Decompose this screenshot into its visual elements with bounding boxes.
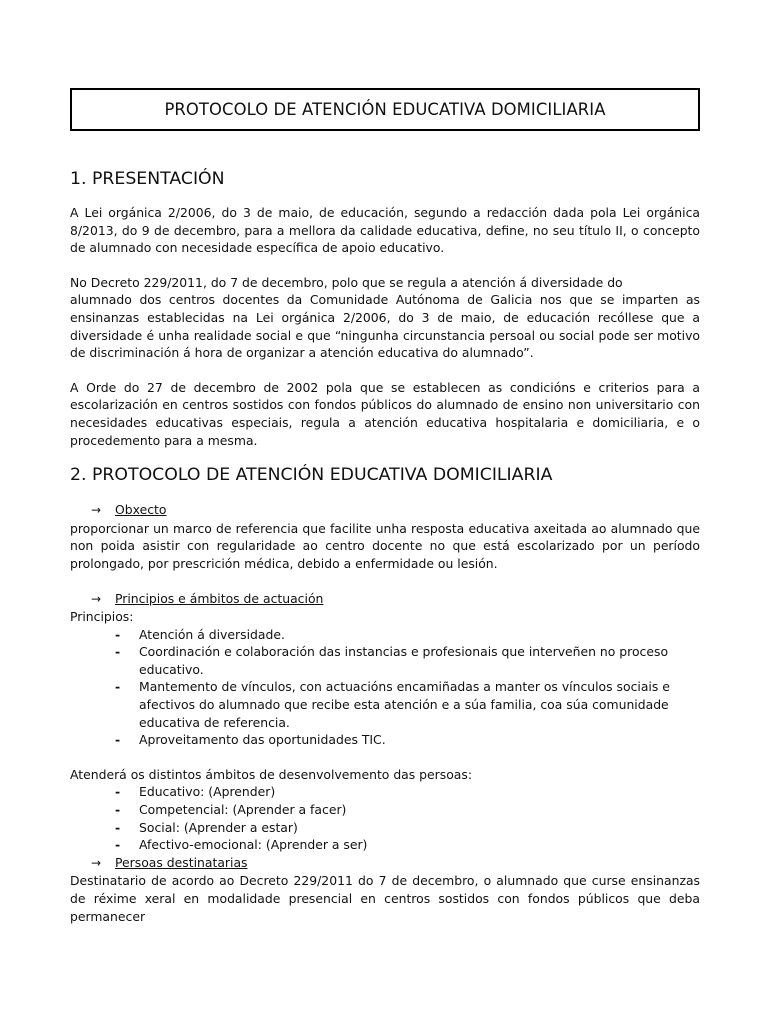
ambitos-intro: Atenderá os distintos ámbitos de desenvolvemento das persoas: — [70, 766, 473, 782]
destinatarias-subheading — [70, 854, 700, 873]
document-title-box — [70, 88, 700, 131]
list-item: - Aproveitamento das oportunidades TIC. — [115, 731, 700, 749]
section-1-paragraph-1: A Lei orgánica 2/2006, do 3 de maio, de educación, segundo a redacción dada pola Lei orgánica 8/2013, do 9 de decembro, para a mellora da calidade educativa, define, no seu título II, o concepto de alumnado con necesidade específica de apoio educativo. — [70, 205, 700, 256]
section-1-paragraph-2 — [70, 274, 700, 362]
list-item: - Afectivo-emocional: (Aprender a ser) — [115, 836, 700, 854]
principios-subheading — [70, 590, 700, 609]
principios-list — [70, 626, 700, 749]
list-item: - Coordinación e colaboración das instancias e profesionais que interveñen no proceso educativo. — [115, 643, 700, 678]
arrow-right-icon: → — [91, 591, 102, 606]
arrow-right-icon: → — [91, 855, 102, 870]
list-item: - Atención á diversidade. — [115, 626, 700, 644]
list-item: - Competencial: (Aprender a facer) — [115, 801, 700, 819]
document-title: PROTOCOLO DE ATENCIÓN EDUCATIVA DOMICILIARIA — [164, 99, 606, 119]
obxecto-text: proporcionar un marco de referencia que facilite unha resposta educativa axeitada ao alumnado que non poida asistir con regularidade ao centro docente no que está escolarizado por un período prolongado, por prescrición médica, debido a enfermidade ou lesión. — [70, 520, 700, 571]
paragraph-2-first-line: No Decreto 229/2011, do 7 de decembro, polo que se regula a atención á diversidade do — [70, 274, 623, 290]
ambitos-list — [70, 783, 700, 853]
obxecto-subheading — [70, 501, 700, 520]
principios-label: Principios e ámbitos de actuación — [115, 590, 324, 606]
section-1-paragraph-3: A Orde do 27 de decembro de 2002 pola que se establecen as condicións e criterios para a escolarización en centros sostidos con fondos públicos do alumnado de ensino non universitario con necesidades educativas especiais, regula a atención educativa hospitalaria e domiciliaria, e o procedemento para a mesma. — [70, 379, 700, 448]
section-2-heading: 2. PROTOCOLO DE ATENCIÓN EDUCATIVA DOMICILIARIA — [70, 465, 553, 486]
list-item: - Social: (Aprender a estar) — [115, 819, 700, 837]
paragraph-2-rest: alumnado dos centros docentes da Comunidade Autónoma de Galicia nos que se imparten as ensinanzas establecidas na Lei orgánica 2/2006, do 3 de maio, de educación recóllese que a diversidade é unha realidade social e que “ningunha circunstancia persoal ou social pode ser motivo de discriminación á hora de organizar a atención educativa do alumnado”. — [70, 292, 700, 361]
destinatarias-text: Destinatario de acordo ao Decreto 229/2011 do 7 de decembro, o alumnado que curse ensinanzas de réxime xeral en modalidade presencial en centros sostidos con fondos públicos que deba permanecer — [70, 873, 700, 924]
obxecto-label: Obxecto — [115, 502, 167, 518]
destinatarias-label: Persoas destinatarias — [115, 854, 248, 870]
principios-intro: Principios: — [70, 609, 134, 625]
document-page — [70, 88, 700, 925]
arrow-right-icon: → — [91, 503, 102, 518]
section-1-heading: 1. PRESENTACIÓN — [70, 169, 225, 189]
list-item: - Educativo: (Aprender) — [115, 783, 700, 801]
list-item: - Mantemento de vínculos, con actuacións encamiñadas a manter os vínculos sociais e afectivos do alumnado que recibe esta atención e a súa familia, coa súa comunidade educativa de referencia. — [115, 678, 700, 731]
